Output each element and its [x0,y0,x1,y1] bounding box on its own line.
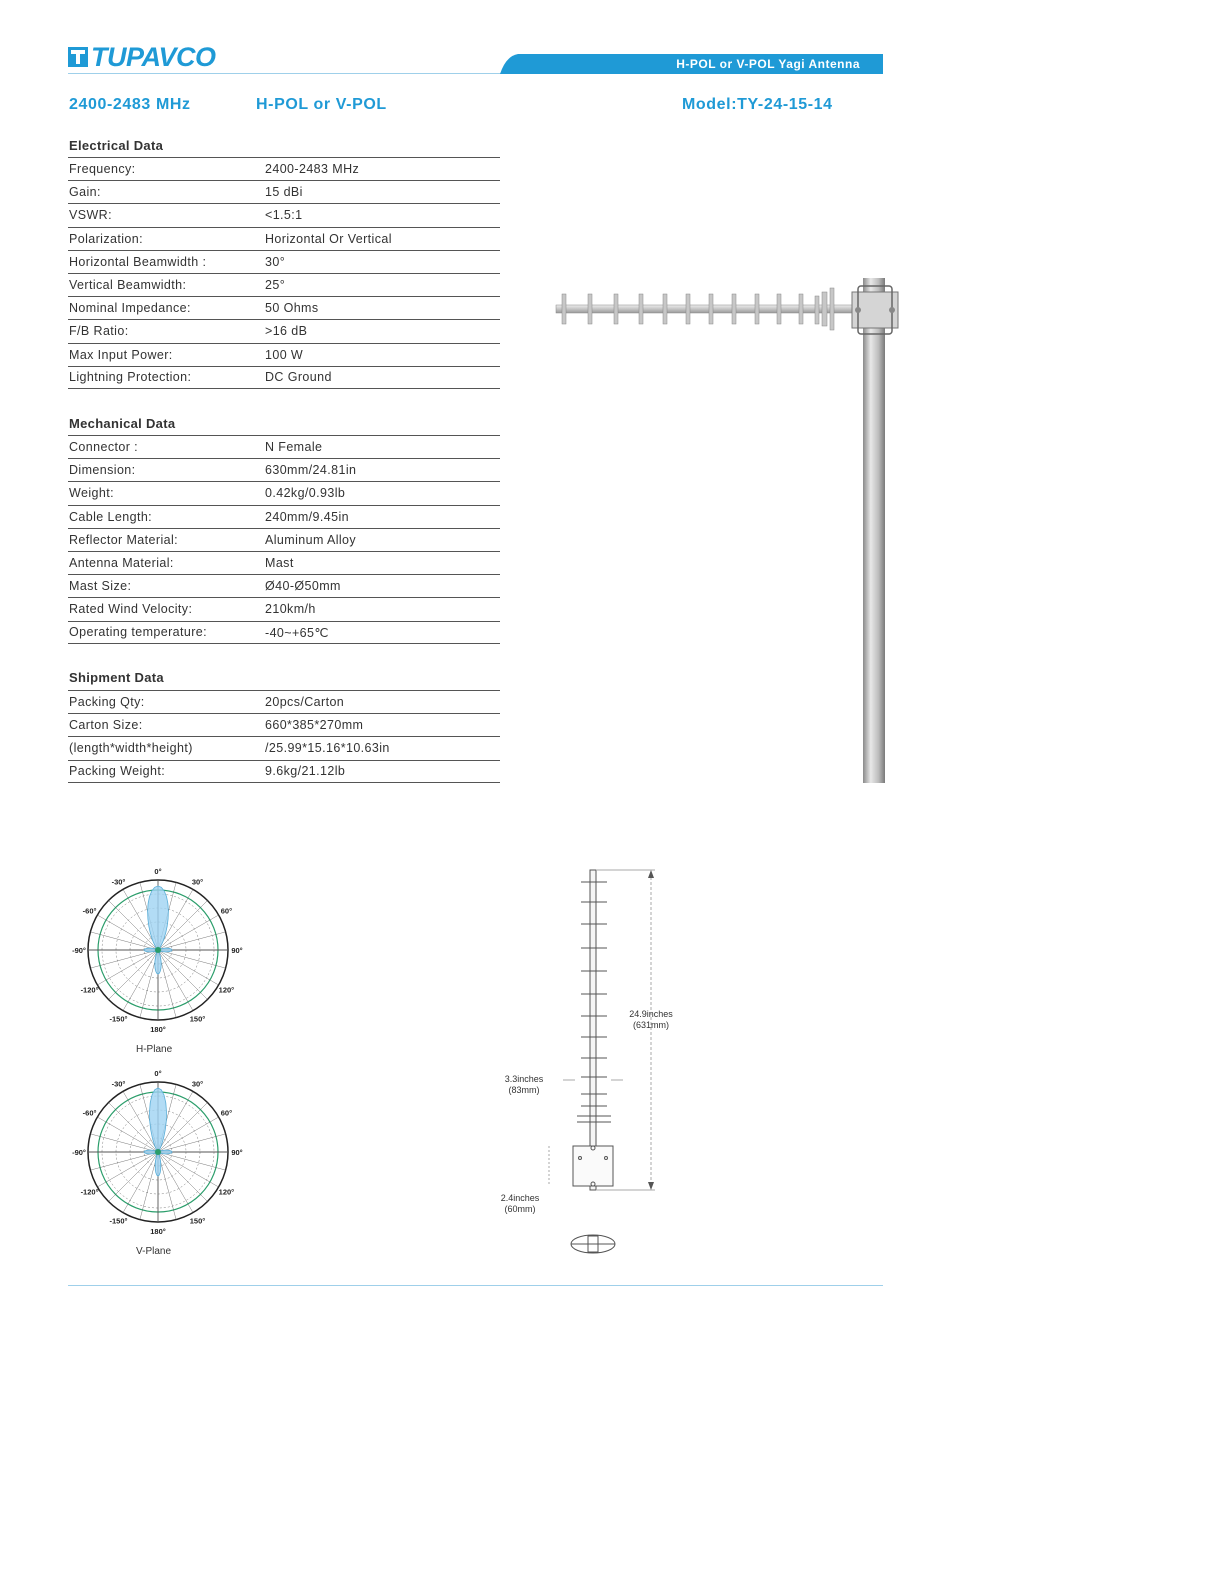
spec-row [68,227,500,250]
h-plane-angle-label: 30° [191,877,204,887]
spec-value: 660*385*270mm [265,718,364,733]
header-divider [68,73,508,74]
spec-value: >16 dB [265,324,308,339]
h-plane-angle-label: -150° [109,1014,128,1024]
spec-row [68,296,500,319]
spec-label: Mast Size: [69,579,132,594]
spec-row [68,713,500,736]
spec-value: Mast [265,556,294,571]
logo-mark-icon [68,47,88,67]
mechanical-data-title: Mechanical Data [69,416,176,431]
h-plane-angle-label: 0° [154,867,162,876]
spec-row [68,621,500,644]
spec-row [68,273,500,296]
spec-value: 20pcs/Carton [265,695,345,710]
v-plane-radiation-pattern [66,1068,250,1248]
h-plane-angle-label: 180° [150,1025,166,1034]
spec-label: Rated Wind Velocity: [69,602,193,617]
spec-label: Frequency: [69,162,136,177]
spec-row [68,736,500,759]
spec-label: Dimension: [69,463,136,478]
spec-value: 25° [265,278,286,293]
length-inches: 24.9inches [629,1009,673,1019]
v-plane-angle-label: 0° [154,1069,162,1078]
spec-label: Cable Length: [69,509,153,524]
v-plane-angle-label: 180° [150,1227,166,1236]
spec-row [68,690,500,713]
length-dimension [616,1009,686,1031]
length-mm: (631mm) [632,1020,669,1030]
spec-label: Packing Weight: [69,764,166,779]
bracket-inches: 2.4inches [500,1193,540,1203]
electrical-data-table [68,157,500,389]
spec-row [68,551,500,574]
spec-row [68,366,500,389]
spec-row [68,250,500,273]
spec-value: /25.99*15.16*10.63in [265,741,390,756]
bracket-dimension [488,1193,552,1215]
h-plane-angle-label: 60° [220,906,233,916]
v-plane-angle-label: -120° [80,1187,99,1197]
shipment-data-title: Shipment Data [69,670,164,685]
spec-value: 240mm/9.45in [265,509,350,524]
v-plane-angle-label: 90° [231,1148,243,1157]
spec-value: Horizontal Or Vertical [265,231,392,246]
h-plane-radiation-pattern [66,866,250,1046]
frequency-heading: 2400-2483 MHz [69,96,191,113]
spec-row [68,458,500,481]
spec-label: (length*width*height) [69,741,193,756]
spec-value: -40~+65℃ [265,625,329,640]
spec-value: Ø40-Ø50mm [265,579,341,594]
spec-row [68,343,500,366]
bracket-mm: (60mm) [504,1204,536,1214]
spec-value: 210km/h [265,602,316,617]
spec-value: 2400-2483 MHz [265,162,360,177]
h-plane-angle-label: 150° [189,1014,206,1024]
v-plane-angle-label: -30° [111,1079,126,1089]
v-plane-angle-label: -150° [109,1216,128,1226]
spec-value: 15 dBi [265,185,303,200]
spec-row [68,597,500,620]
spec-label: Packing Qty: [69,695,145,710]
spec-label: Vertical Beamwidth: [69,278,187,293]
spec-row [68,481,500,504]
spec-label: Operating temperature: [69,625,208,640]
v-plane-angle-label: 150° [189,1216,206,1226]
v-plane-angle-label: 60° [220,1108,233,1118]
spec-label: F/B Ratio: [69,324,129,339]
spec-label: Horizontal Beamwidth : [69,254,207,269]
spec-value: 100 W [265,347,304,362]
spec-value: <1.5:1 [265,208,303,223]
electrical-data-title: Electrical Data [69,138,164,153]
spec-row [68,528,500,551]
model-heading: Model:TY-24-15-14 [682,96,833,113]
h-plane-angle-label: 90° [231,946,243,955]
h-plane-angle-label: -60° [82,906,97,916]
mechanical-data-table [68,435,500,644]
v-plane-angle-label: 120° [218,1187,235,1197]
spec-row [68,760,500,783]
spec-label: Gain: [69,185,101,200]
spec-row [68,157,500,180]
brand-name: TUPAVCO [91,42,216,72]
banner-title: H-POL or V-POL Yagi Antenna [676,57,860,71]
width-dimension [492,1074,556,1096]
polarization-heading: H-POL or V-POL [256,96,387,113]
spec-row [68,505,500,528]
spec-label: Antenna Material: [69,556,174,571]
v-plane-angle-label: -90° [72,1148,86,1157]
spec-value: 30° [265,254,286,269]
h-plane-angle-label: -90° [72,946,86,955]
spec-value: Aluminum Alloy [265,532,357,547]
spec-value: 630mm/24.81in [265,463,357,478]
antenna-dimension-drawing [545,862,665,1262]
spec-label: Reflector Material: [69,532,179,547]
h-plane-center-point [155,947,161,953]
spec-value: 9.6kg/21.12lb [265,764,346,779]
spec-label: Connector : [69,440,139,455]
v-plane-angle-label: -60° [82,1108,97,1118]
v-plane-angle-label: 30° [191,1079,204,1089]
footer-divider [68,1285,883,1286]
antenna-product-illustration [550,270,900,785]
spec-label: VSWR: [69,208,112,223]
spec-label: Carton Size: [69,718,143,733]
spec-label: Lightning Protection: [69,370,192,385]
spec-row [68,180,500,203]
h-plane-angle-label: -120° [80,985,99,995]
spec-value: 50 Ohms [265,301,319,316]
spec-row [68,574,500,597]
spec-row [68,203,500,226]
brand-logo [68,44,216,70]
spec-row [68,319,500,342]
spec-label: Weight: [69,486,114,501]
width-inches: 3.3inches [504,1074,544,1084]
h-plane-angle-label: 120° [218,985,235,995]
v-plane-label: V-Plane [136,1246,172,1257]
spec-value: DC Ground [265,370,332,385]
spec-label: Polarization: [69,231,143,246]
spec-row [68,435,500,458]
spec-label: Max Input Power: [69,347,173,362]
h-plane-label: H-Plane [136,1044,173,1055]
h-plane-angle-label: -30° [111,877,126,887]
width-mm: (83mm) [508,1085,540,1095]
shipment-data-table [68,690,500,783]
v-plane-center-point [155,1149,161,1155]
spec-label: Nominal Impedance: [69,301,191,316]
spec-value: N Female [265,440,323,455]
spec-value: 0.42kg/0.93lb [265,486,346,501]
